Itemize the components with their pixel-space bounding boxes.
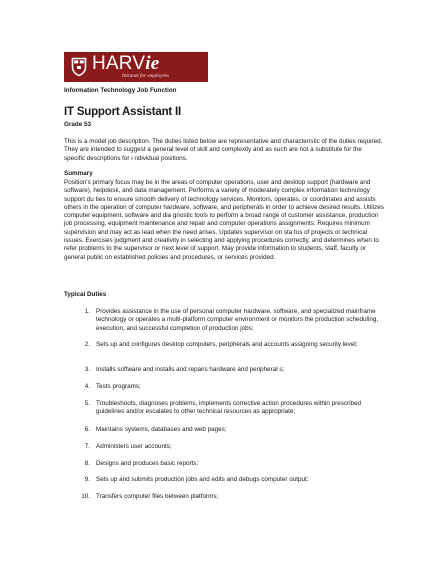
- duty-number: 4.: [84, 383, 90, 390]
- duty-number: 3.: [84, 366, 90, 373]
- duty-text: Maintains systems, databases and web pages;: [96, 426, 227, 433]
- duties-heading: Typical Duties: [64, 291, 107, 298]
- intro-paragraph: This is a model job description. The duties listed below are representative and characteristic of the duties required. They are intended to suggest a general level of skill and complexity and as such are not a substitute for the specific descriptions for i ndividual positions.: [64, 138, 383, 162]
- summary-paragraph: Position's primary focus may be in the areas of computer operations, user and desktop support (hardware and software), helpdesk, and data management. Performs a variety of moderately complex information technology support du ties to ensure smooth delivery of technology services. Monitors, operates, or coordinates and assists others in the operation of computer hardware, software, and peripherals in order to achieve desired results. Utilizes computer equipment, software and dia gnostic tools to perform a broad range of customer assistance, production job processing, equipment maintenance and repair and computer operations assignments. Requires minimum supervision and may act as lead when the need arises. Updates supervisor on sta tus of projects or technical issues. Exercises judgment and creativity in selecting and applying procedures correctly, and determines when to refer problems to the supervisor or next level of support. May provide information to students, staff, faculty or general public on established policies and procedures, or services provided.: [64, 179, 384, 261]
- duty-number: 6.: [84, 426, 90, 433]
- duty-item: [64, 400, 386, 417]
- duty-number: 5.: [84, 400, 90, 407]
- harvie-logo: [64, 52, 208, 82]
- duty-item: [64, 383, 386, 391]
- duty-item: [64, 460, 386, 468]
- summary-heading: Summary: [64, 170, 93, 177]
- duty-number: 9.: [84, 476, 90, 483]
- duty-text: Sets up and configures desktop computers, peripherals and accounts assigning security level;: [96, 341, 358, 348]
- duty-text: Sets up and submits production jobs and edits and debugs computer output;: [96, 476, 309, 483]
- duty-text: Designs and produces basic reports;: [96, 460, 199, 467]
- duty-item: [64, 366, 386, 374]
- duty-number: 7.: [84, 443, 90, 450]
- duty-number: 1.: [84, 308, 90, 315]
- duty-number: 8.: [84, 460, 90, 467]
- page-title: IT Support Assistant II: [64, 106, 182, 118]
- duty-text: Troubleshoots, diagnoses problems, implements corrective action procedures within prescribed guidelines and/or escalates to other technical resources as appropriate;: [96, 400, 362, 416]
- department-label: Information Technology Job Function: [64, 87, 177, 94]
- harvard-shield-icon: [70, 56, 88, 78]
- duty-item: [64, 308, 386, 333]
- duty-number: 2.: [84, 341, 90, 348]
- duty-number: 10.: [81, 493, 90, 500]
- duty-text: Administers user accounts;: [96, 443, 172, 450]
- duty-text: Tests programs;: [96, 383, 141, 390]
- logo-brand-suffix: ie: [145, 53, 160, 75]
- logo-brand: [92, 54, 169, 73]
- duty-item: [64, 341, 386, 349]
- duty-text: Transfers computer files between platforms;: [96, 493, 219, 500]
- duty-text: Provides assistance in the use of personal computer hardware, software, and specialized mainframe technology or operates a multi-platform computer environment or monitors the production scheduling, execution, and successful completion of production jobs;: [96, 308, 379, 332]
- duty-item: [64, 493, 386, 501]
- logo-brand-main: HARV: [92, 53, 146, 75]
- duty-item: [64, 476, 386, 484]
- logo-tagline: Intranet for employees: [122, 73, 169, 80]
- grade-label: Grade 53: [64, 121, 91, 128]
- duty-item: [64, 426, 386, 434]
- duty-text: Installs software and installs and repairs hardware and peripheral s;: [96, 366, 285, 373]
- duty-item: [64, 443, 386, 451]
